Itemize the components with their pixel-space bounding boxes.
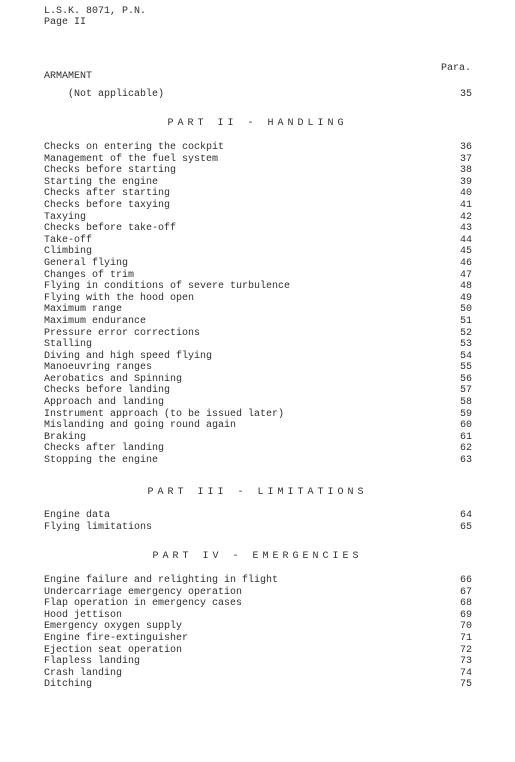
contents-entry [44,177,472,189]
entry-para: 38 [459,165,472,177]
entry-para: 65 [459,521,472,533]
entry-para: 42 [459,211,472,223]
entry-label: Management of the fuel system [44,153,219,165]
contents-entry [44,270,472,282]
contents-entry [44,510,472,522]
entry-para: 50 [459,304,472,316]
entry-para: 46 [459,257,472,269]
entry-label: Aerobatics and Spinning [44,373,183,385]
contents-entry [44,351,472,363]
entry-label: Flying limitations [44,521,153,533]
contents-entry [44,200,472,212]
entry-para: 57 [459,385,472,397]
entry-para: 45 [459,246,472,258]
contents-entry [44,362,472,374]
entry-para: 47 [459,269,472,281]
entry-para: 36 [459,142,472,153]
entry-label: Checks before take-off [44,223,177,235]
contents-entry [44,212,472,224]
entry-label: Braking [44,431,87,443]
entry-para: 67 [459,586,472,598]
entry-label: Checks on entering the cockpit [44,142,225,153]
entry-label: Engine fire-extinguisher [44,632,189,644]
entry-label: Maximum endurance [44,315,147,327]
contents-entry [44,575,472,587]
entry-label: Checks after landing [44,443,165,455]
document-reference: L.S.K. 8071, P.N. [44,6,147,17]
part-ii-heading: PART II - HANDLING [167,118,348,129]
contents-entry [44,316,472,328]
entry-para: 75 [459,679,472,691]
entry-para: 73 [459,656,472,668]
contents-entry [44,668,472,680]
entry-para: 72 [459,644,472,656]
entry-label: Engine data [44,510,111,521]
entry-label: Hood jettison [44,609,123,621]
entry-para: 61 [459,431,472,443]
entry-para: 53 [459,339,472,351]
entry-label: Checks before taxying [44,199,171,211]
entry-para: 39 [459,176,472,188]
contents-entry [44,610,472,622]
contents-entry [44,258,472,270]
contents-entry [44,281,472,293]
entry-para: 70 [459,621,472,633]
para-column-heading: Para. [441,63,472,74]
entry-label: Checks before landing [44,385,171,397]
entry-label: Maximum range [44,304,123,316]
entry-label: Stopping the engine [44,455,159,467]
entry-label: Flying in conditions of severe turbulence [44,281,291,293]
entry-para: 71 [459,632,472,644]
contents-entry [44,246,472,258]
part-iv-list [44,575,472,691]
entry-label: Pressure error corrections [44,327,201,339]
contents-entry [44,443,472,455]
entry-label: Taxying [44,211,87,223]
entry-label: Ejection seat operation [44,644,183,656]
entry-label: Ditching [44,679,93,691]
contents-entry [44,432,472,444]
entry-label: Approach and landing [44,397,165,409]
entry-para: 35 [459,89,472,100]
entry-label: Engine failure and relighting in flight [44,575,279,586]
entry-label: Checks after starting [44,188,171,200]
part-iv-heading: PART IV - EMERGENCIES [152,551,363,562]
entry-para: 59 [459,408,472,420]
contents-entry [44,645,472,657]
entry-para: 41 [459,199,472,211]
contents-entry [44,374,472,386]
entry-para: 58 [459,397,472,409]
contents-entry [44,339,472,351]
entry-para: 54 [459,350,472,362]
entry-label: Take-off [44,234,93,246]
contents-entry [44,142,472,154]
entry-para: 56 [459,373,472,385]
entry-label: Checks before starting [44,165,177,177]
entry-para: 63 [459,455,472,467]
contents-entry [44,235,472,247]
entry-label: Instrument approach (to be issued later) [44,408,285,420]
contents-entry [44,522,472,534]
entry-para: 51 [459,315,472,327]
contents-entry [44,397,472,409]
entry-label: Undercarriage emergency operation [44,586,243,598]
entry-para: 52 [459,327,472,339]
entry-label: (Not applicable) [68,89,165,100]
contents-entry [44,587,472,599]
contents-entry [44,188,472,200]
entry-label: Flap operation in emergency cases [44,598,243,610]
entry-para: 40 [459,188,472,200]
entry-para: 43 [459,223,472,235]
contents-entry [44,409,472,421]
part-iii-heading: PART III - LIMITATIONS [147,487,368,498]
entry-para: 55 [459,362,472,374]
contents-entry [44,679,472,691]
entry-para: 62 [459,443,472,455]
contents-entry [44,656,472,668]
entry-label: Stalling [44,339,93,351]
entry-label: Flapless landing [44,656,141,668]
entry-label: Climbing [44,246,93,258]
contents-entry [44,154,472,166]
part-ii-list [44,142,472,467]
contents-entry [44,165,472,177]
entry-para: 68 [459,598,472,610]
entry-label: Starting the engine [44,176,159,188]
contents-entry [44,420,472,432]
entry-label: Flying with the hood open [44,292,195,304]
contents-entry [44,598,472,610]
entry-para: 74 [459,667,472,679]
entry-label: Changes of trim [44,269,135,281]
part-iii-list [44,510,472,533]
entry-para: 44 [459,234,472,246]
entry-label: General flying [44,257,129,269]
entry-para: 64 [459,510,472,521]
contents-entry [44,633,472,645]
entry-label: Emergency oxygen supply [44,621,183,633]
contents-entry [44,293,472,305]
entry-para: 66 [459,575,472,586]
entry-para: 37 [459,153,472,165]
entry-para: 49 [459,292,472,304]
contents-entry [44,304,472,316]
page-number: Page II [44,17,87,28]
contents-entry [44,621,472,633]
entry-label: Diving and high speed flying [44,350,213,362]
armament-heading: ARMAMENT [44,71,93,82]
entry-label: Mislanding and going round again [44,420,237,432]
entry-label: Crash landing [44,667,123,679]
contents-entry [44,223,472,235]
contents-entry [44,328,472,340]
armament-row [68,89,472,100]
entry-para: 48 [459,281,472,293]
contents-entry [44,385,472,397]
entry-label: Manoeuvring ranges [44,362,153,374]
entry-para: 69 [459,609,472,621]
entry-para: 60 [459,420,472,432]
contents-entry [44,455,472,467]
